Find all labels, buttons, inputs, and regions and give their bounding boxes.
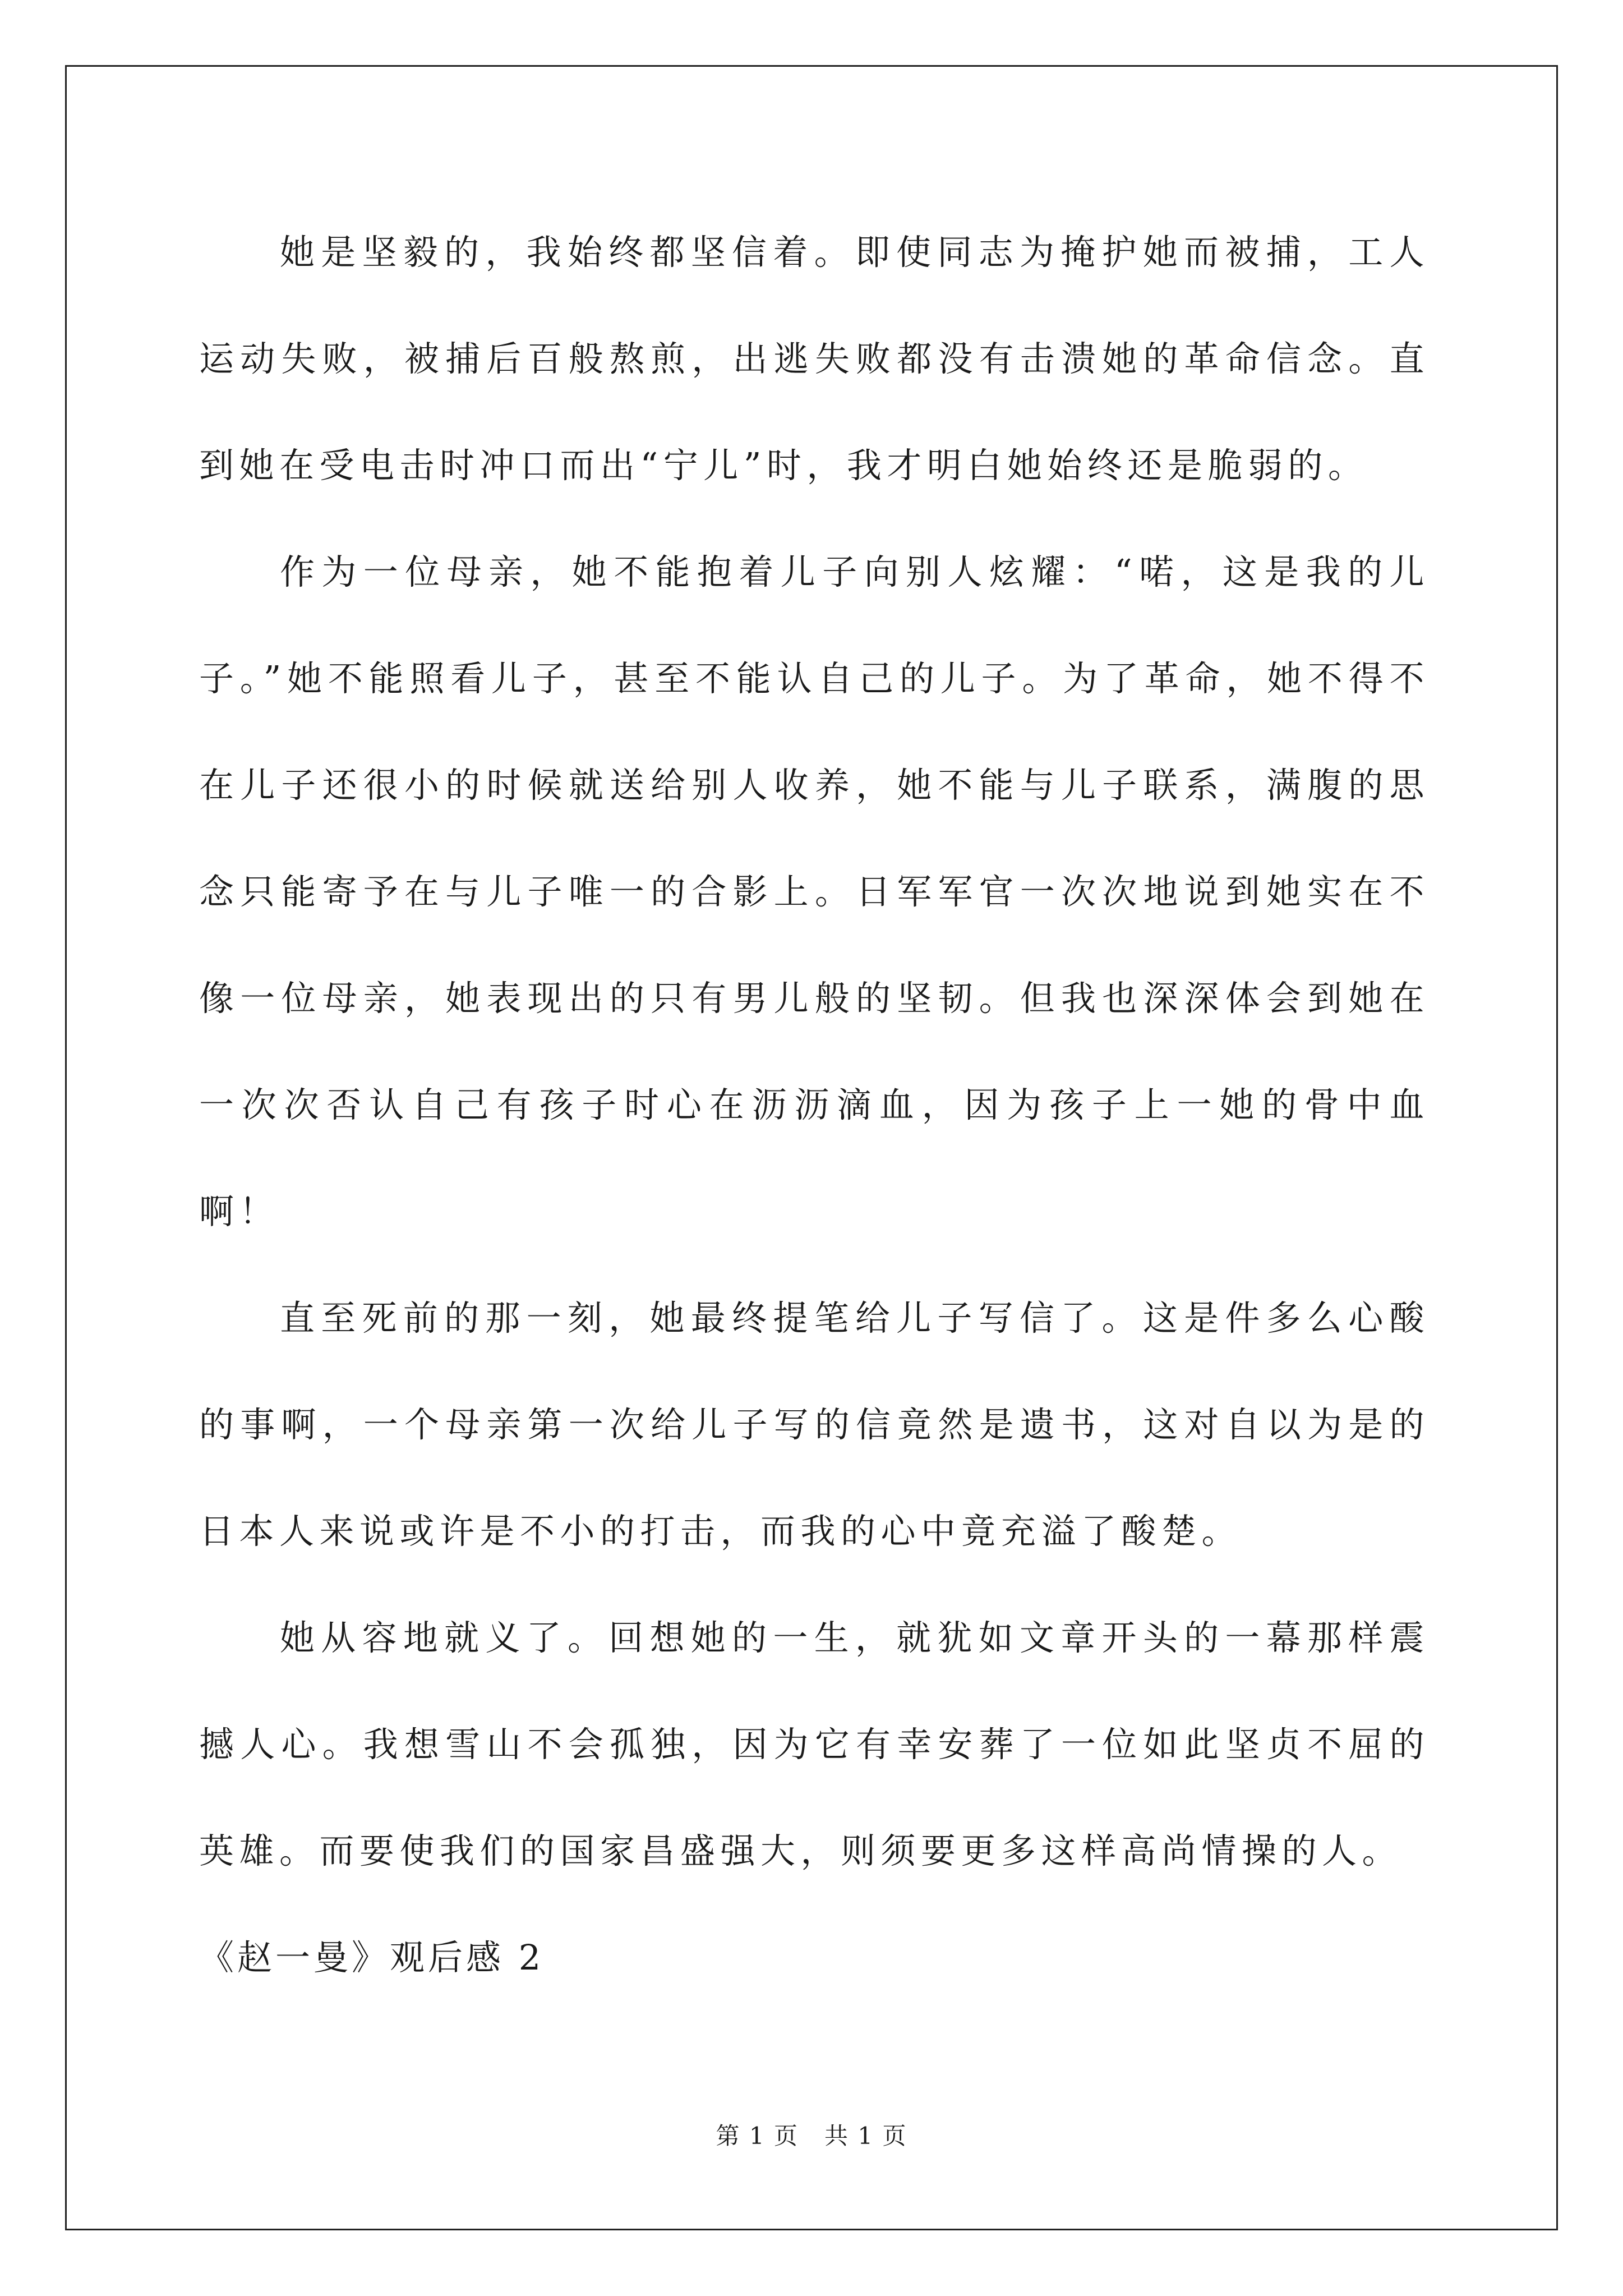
section-heading: 《赵一曼》观后感 2 [199,1937,545,1978]
paragraph-4: 她从容地就义了。回想她的一生，就犹如文章开头的一幕那样震撼人心。我想雪山不会孤独，因为它有幸安葬了一位如此坚贞不屈的英雄。而要使我们的国家昌盛强大，则须要更多这样高尚情操的人。 [199,1617,1430,1871]
page-footer [0,2119,1623,2153]
page-number-current: 第 1 页 [716,2122,799,2150]
document-body [199,199,1430,2011]
paragraph-1: 她是坚毅的，我始终都坚信着。即使同志为掩护她而被捕，工人运动失败，被捕后百般熬煎，出逃失败都没有击溃她的革命信念。直到她在受电击时冲口而出“宁儿”时，我才明白她始终还是脆弱的。 [199,232,1430,486]
page-number-total: 共 1 页 [824,2122,907,2150]
footer-spacer [799,2122,824,2150]
paragraph-3: 直至死前的那一刻，她最终提笔给儿子写信了。这是件多么心酸的事啊，一个母亲第一次给儿子写的信竟然是遗书，这对自以为是的日本人来说或许是不小的打击，而我的心中竟充溢了酸楚。 [199,1297,1430,1552]
paragraph-2: 作为一位母亲，她不能抱着儿子向别人炫耀：“喏，这是我的儿子。”她不能照看儿子，甚至不能认自己的儿子。为了革命，她不得不在儿子还很小的时候就送给别人收养，她不能与儿子联系，满腹的思念只能寄予在与儿子唯一的合影上。日军军官一次次地说到她实在不像一位母亲，她表现出的只有男儿般的坚韧。但我也深深体会到她在一次次否认自己有孩子时心在沥沥滴血，因为孩子上一她的骨中血啊！ [199,551,1430,1232]
